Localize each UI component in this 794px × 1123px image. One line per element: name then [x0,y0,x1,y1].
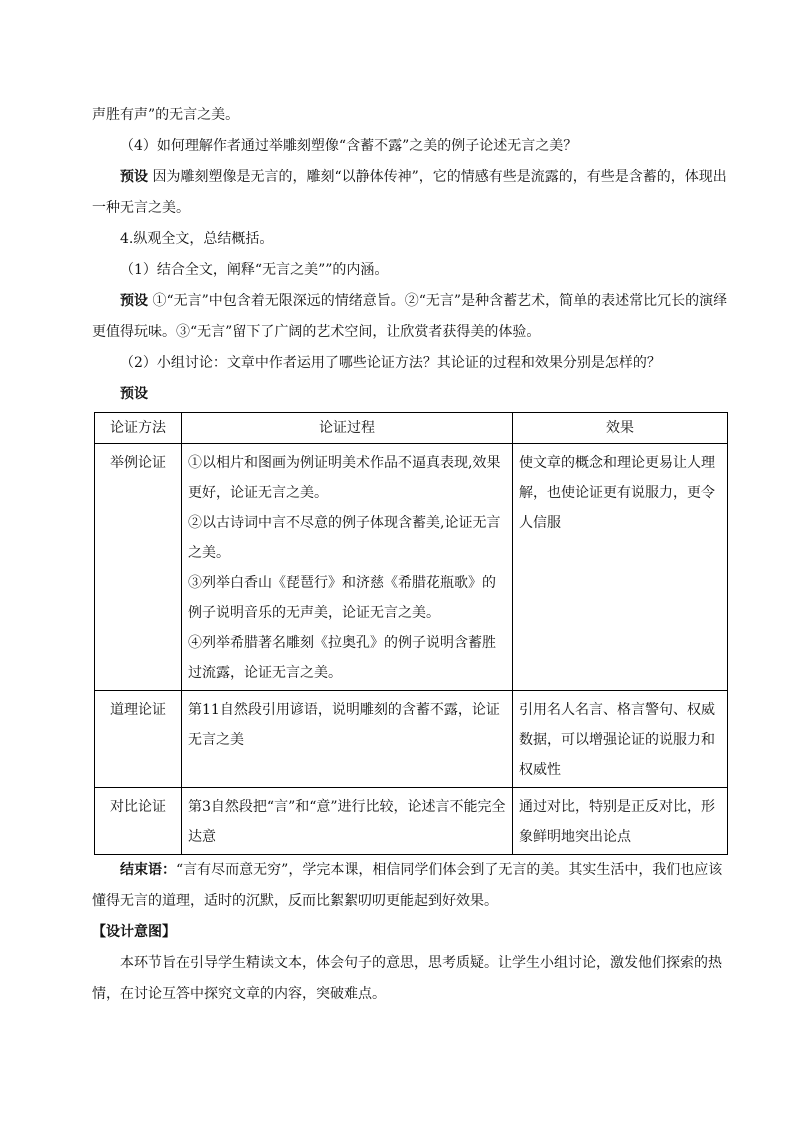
answer-1 [92,286,732,348]
preset-label: 预设 [120,169,148,185]
conclusion-text: “言有尽而意无穷”，学完本课，相信同学们体会到了无言的美。其实生活中，我们也应该懂得无言的道理，适时的沉默，反而比絮絮叨叨更能起到好效果。 [92,862,723,909]
table-row [95,444,728,691]
method-cell: 道理论证 [95,691,182,788]
preset-label: 预设 [120,386,148,402]
conclusion-label: 结束语： [120,862,176,878]
answer-1-text: ①“无言”中包含着无限深远的情绪意旨。②“无言”是种含蓄艺术，简单的表述常比冗长的演绎更值得玩味。③“无言”留下了广阔的艺术空间，让欣赏者获得美的体验。 [92,293,728,340]
method-cell: 对比论证 [95,788,182,855]
question-1: （1）结合全文，阐释“无言之美””的内涵。 [120,262,389,278]
effect-cell: 引用名人名言、格言警句、权威数据，可以增强论证的说服力和权威性 [513,691,728,788]
header-method: 论证方法 [95,413,182,444]
question-2: （2）小组讨论：文章中作者运用了哪些论证方法？其论证的过程和效果分别是怎样的？ [120,355,661,371]
preset-label: 预设 [120,293,148,309]
design-intent-text: 本环节旨在引导学生精读文本，体会句子的意思，思考质疑。让学生小组讨论，激发他们探索的热情，在讨论互答中探究文章的内容，突破难点。 [92,955,722,1002]
conclusion [92,855,732,917]
document-page [92,100,732,1010]
table-header-row [95,413,728,444]
section-4-title: 4.纵观全文，总结概括。 [120,231,274,247]
table-row [95,691,728,788]
process-step: ②以古诗词中言不尽意的例子体现含蓄美,论证无言之美。 [188,515,501,561]
process-step: ①以相片和图画为例证明美术作品不逼真表现,效果更好，论证无言之美。 [188,455,501,501]
process-cell [182,444,513,691]
effect-cell: 通过对比，特别是正反对比，形象鲜明地突出论点 [513,788,728,855]
argument-methods-table [94,412,728,855]
process-step: ③列举白香山《琵琶行》和济慈《希腊花瓶歌》的例子说明音乐的无声美，论证无言之美。 [188,575,496,621]
answer-4-text: 因为雕刻塑像是无言的，雕刻“以静体传神”，它的情感有些是流露的，有些是含蓄的，体现出一种无言之美。 [92,169,727,216]
process-cell: 第3自然段把“言”和“意”进行比较，论述言不能完全达意 [182,788,513,855]
table-row [95,788,728,855]
header-process: 论证过程 [182,413,513,444]
design-intent-heading: 【设计意图】 [92,924,176,940]
process-step: ④列举希腊著名雕刻《拉奥孔》的例子说明含蓄胜过流露，论证无言之美。 [188,635,496,681]
method-cell: 举例论证 [95,444,182,691]
effect-cell: 使文章的概念和理论更易让人理解，也使论证更有说服力，更令人信服 [513,444,728,691]
process-cell: 第11自然段引用谚语，说明雕刻的含蓄不露，论证无言之美 [182,691,513,788]
answer-4 [92,162,732,224]
header-effect: 效果 [513,413,728,444]
question-4: （4）如何理解作者通过举雕刻塑像“含蓄不露”之美的例子论述无言之美？ [120,138,578,154]
continued-line: 声胜有声”的无言之美。 [92,107,240,123]
